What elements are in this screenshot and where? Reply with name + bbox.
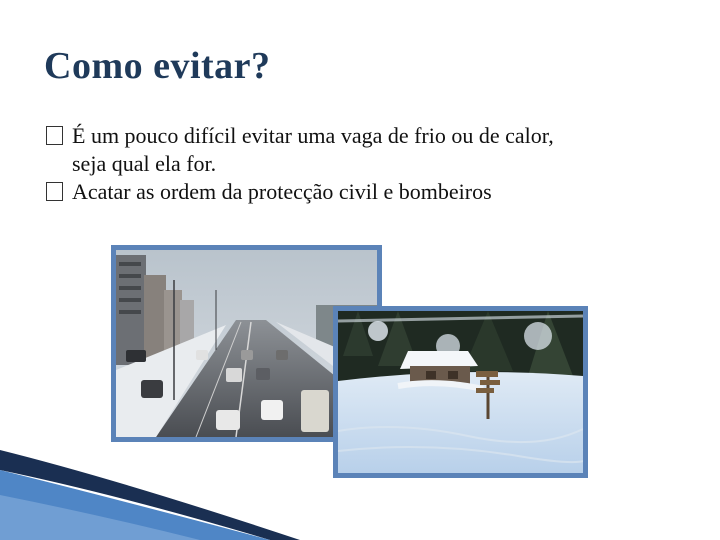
decorative-swoosh xyxy=(0,440,300,540)
bullet-continuation: seja qual ela for. xyxy=(72,151,217,176)
bullet-item xyxy=(46,178,696,206)
bullet-list xyxy=(46,122,696,206)
bullet-text: É um pouco difícil evitar uma vaga de frio ou de calor, xyxy=(72,123,554,148)
bullet-box-icon xyxy=(46,126,63,145)
bullet-item xyxy=(46,122,696,150)
slide-title: Como evitar? xyxy=(44,45,271,87)
bullet-box-icon xyxy=(46,182,63,201)
snow-cabin-photo xyxy=(333,306,588,478)
bullet-text: Acatar as ordem da protecção civil e bombeiros xyxy=(72,179,492,204)
